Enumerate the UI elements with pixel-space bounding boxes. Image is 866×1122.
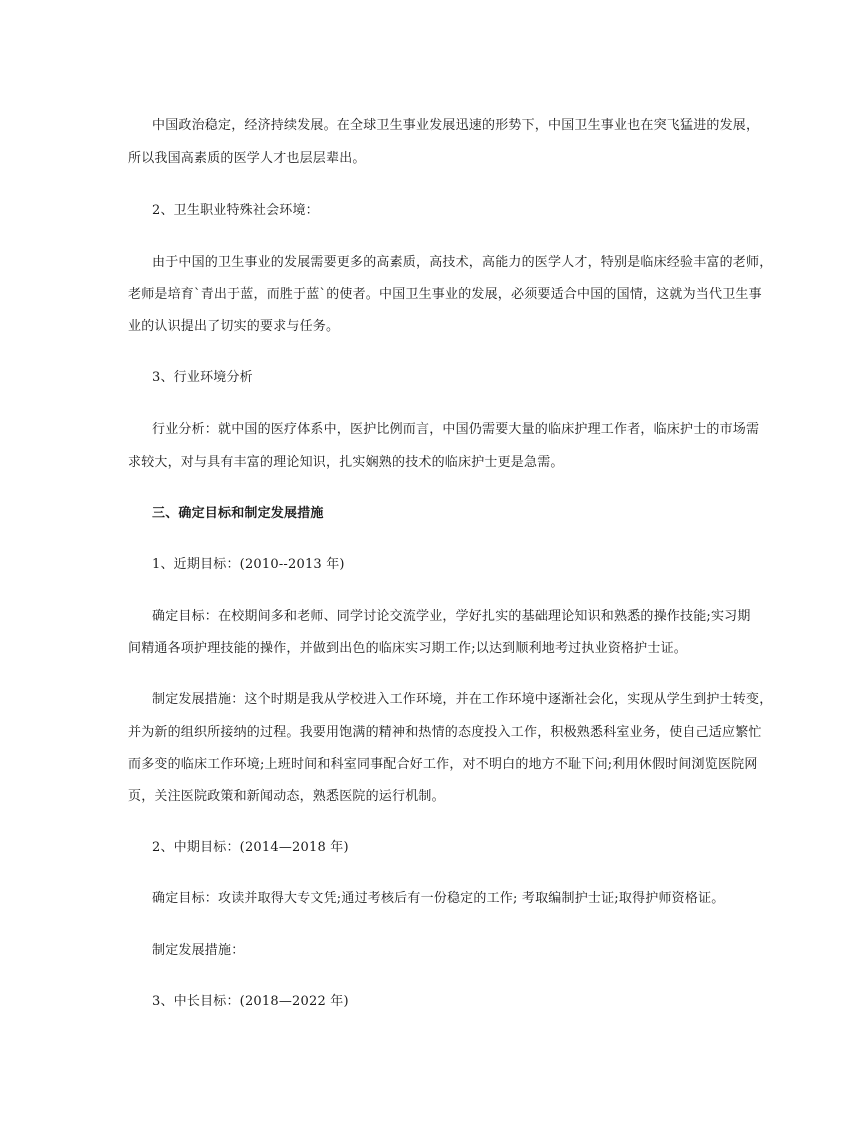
paragraph-line: 由于中国的卫生事业的发展需要更多的高素质，高技术，高能力的医学人才，特别是临床经验丰富的老师， — [152, 255, 773, 270]
section-heading: 3、行业环境分析 — [152, 370, 253, 385]
paragraph-line: 间精通各项护理技能的操作，并做到出色的临床实习期工作;以达到顺利地考过执业资格护士证。 — [128, 641, 687, 656]
paragraph-line: 中国政治稳定，经济持续发展。在全球卫生事业发展迅速的形势下，中国卫生事业也在突飞猛进的发展， — [152, 118, 760, 133]
section-heading: 2、中期目标：(2014—2018 年) — [152, 840, 349, 855]
paragraph-line: 行业分析：就中国的医疗体系中，医护比例而言，中国仍需要大量的临床护理工作者，临床护士的市场需 — [152, 422, 760, 437]
paragraph-line: 业的认识提出了切实的要求与任务。 — [128, 319, 340, 334]
chapter-heading: 三、确定目标和制定发展措施 — [152, 506, 324, 521]
section-heading: 3、中长目标：(2018—2022 年) — [152, 994, 349, 1009]
paragraph-line: 老师是培育`青出于蓝，而胜于蓝`的使者。中国卫生事业的发展，必须要适合中国的国情，这就为当代卫生事 — [128, 287, 762, 302]
paragraph-line: 页，关注医院政策和新闻动态，熟悉医院的运行机制。 — [128, 789, 445, 804]
paragraph-line: 制定发展措施： — [152, 943, 245, 958]
paragraph-line: 而多变的临床工作环境;上班时间和科室同事配合好工作，对不明白的地方不耻下问;利用休假时间浏览医院网 — [128, 757, 758, 772]
paragraph-line: 所以我国高素质的医学人才也层层辈出。 — [128, 151, 366, 166]
paragraph-line: 制定发展措施：这个时期是我从学校进入工作环境，并在工作环境中逐渐社会化，实现从学生到护士转变， — [152, 692, 773, 707]
paragraph-line: 并为新的组织所接纳的过程。我要用饱满的精神和热情的态度投入工作，积极熟悉科室业务，使自己适应繁忙 — [128, 725, 762, 740]
paragraph-line: 确定目标：在校期间多和老师、同学讨论交流学业，学好扎实的基础理论知识和熟悉的操作技能;实习期 — [152, 609, 751, 624]
paragraph-line: 确定目标：攻读并取得大专文凭;通过考核后有一份稳定的工作; 考取编制护士证;取得护师资格证。 — [152, 891, 725, 906]
paragraph-line: 求较大，对与具有丰富的理论知识，扎实娴熟的技术的临床护士更是急需。 — [128, 455, 564, 470]
section-heading: 1、近期目标：(2010--2013 年) — [152, 557, 345, 572]
section-heading: 2、卫生职业特殊社会环境： — [152, 203, 319, 218]
